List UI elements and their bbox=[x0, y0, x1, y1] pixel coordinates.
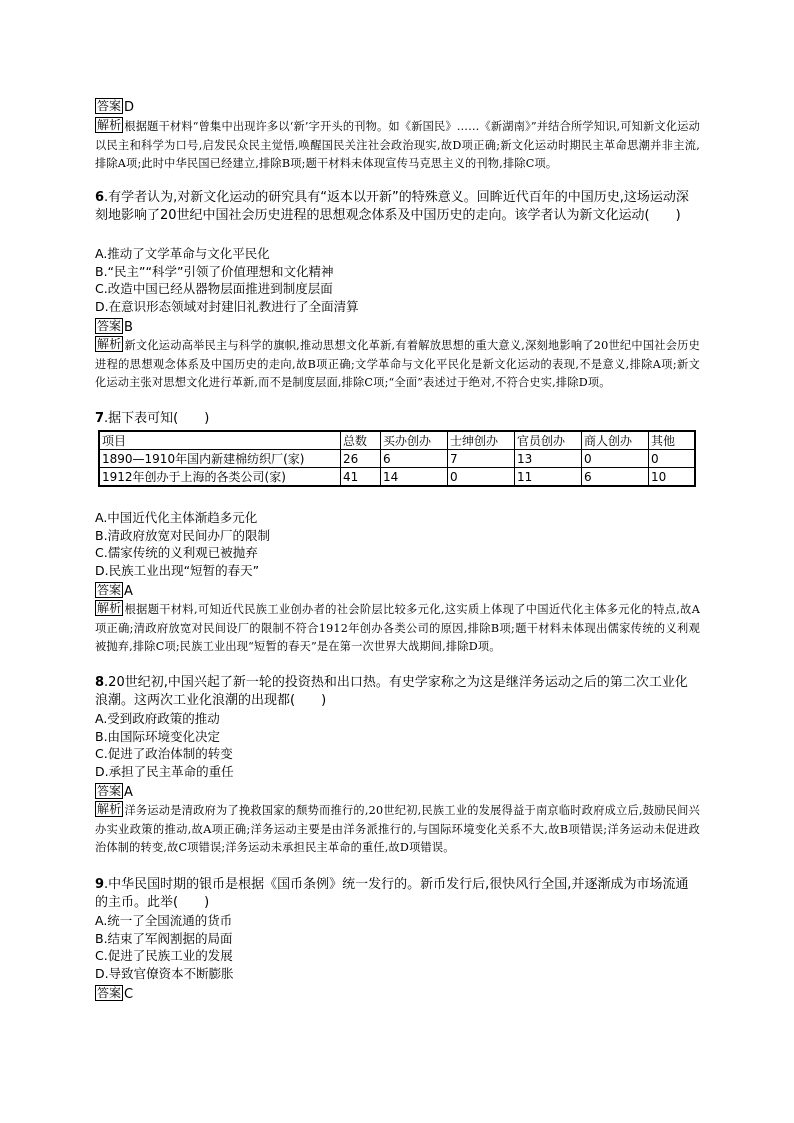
question-number: 6 bbox=[95, 190, 105, 205]
answer-value: C bbox=[124, 987, 134, 1002]
q8-stem bbox=[95, 674, 700, 710]
table-header-cell: 士绅创办 bbox=[448, 431, 515, 450]
q5-analysis bbox=[95, 117, 700, 174]
table-cell: 7 bbox=[448, 450, 515, 468]
answer-value: B bbox=[124, 320, 133, 335]
question-text: .据下表可知( ) bbox=[104, 411, 210, 426]
table-header-cell: 总数 bbox=[341, 431, 381, 450]
table-header-cell: 其他 bbox=[649, 431, 696, 450]
answer-tag: 答案 bbox=[97, 99, 122, 113]
q9-stem bbox=[95, 876, 700, 912]
answer-tag: 答案 bbox=[97, 583, 122, 597]
analysis-text: 根据题干材料,可知近代民族工业创办者的社会阶层比较多元化,这实质上体现了中国近代化主体多元化的特点,故A项正确;清政府放宽对民间设厂的限制不符合1912年创办各类公司的原因,排除B项;题干材料未体现出儒家传统的义利观被抛弃,排除C项;民族工业出现“短暂的春天”是在第一次世界大战期间,排除D项。 bbox=[95, 603, 700, 653]
analysis-tag: 解析 bbox=[97, 118, 122, 132]
q8-options bbox=[95, 710, 700, 780]
option-b: B.清政府放宽对民间办厂的限制 bbox=[95, 527, 271, 543]
table-header-cell: 商人创办 bbox=[582, 431, 649, 450]
q6-stem bbox=[95, 189, 700, 225]
option-c: C.促进了政治体制的转变 bbox=[95, 746, 233, 761]
option-b: B.结束了军阀割据的局面 bbox=[95, 930, 233, 946]
question-number: 9 bbox=[95, 877, 105, 892]
table-row bbox=[99, 468, 695, 487]
question-text: .中华民国时期的银币是根据《国币条例》统一发行的。新币发行后,很快风行全国,并逐渐成为市场流通的主币。此举( ) bbox=[95, 877, 689, 910]
table-cell: 41 bbox=[341, 468, 381, 487]
question-text: .20世纪初,中国兴起了新一轮的投资热和出口热。有史学家称之为这是继洋务运动之后的第二次工业化浪潮。这两次工业化浪潮的出现都( ) bbox=[95, 675, 688, 708]
analysis-tag: 解析 bbox=[97, 337, 122, 351]
table-cell: 6 bbox=[582, 468, 649, 487]
table-header-row bbox=[99, 431, 695, 450]
answer-tag: 答案 bbox=[97, 784, 122, 798]
table-cell: 13 bbox=[515, 450, 582, 468]
q7-answer bbox=[95, 582, 700, 600]
analysis-tag: 解析 bbox=[97, 802, 122, 816]
analysis-text: 洋务运动是清政府为了挽救国家的颓势而推行的,20世纪初,民族工业的发展得益于南京临时政府成立后,鼓励民间兴办实业政策的推动,故A项正确;洋务运动主要是由洋务派推行的,与国际环境变化关系不大,故B项错误;洋务运动未促进政治体制的转变,故C项错误;洋务运动未承担民主革命的重任,故D项错误。 bbox=[95, 804, 700, 854]
analysis-text: 新文化运动高举民主与科学的旗帜,推动思想文化革新,有着解放思想的重大意义,深刻地影响了20世纪中国社会历史进程的思想观念体系及中国历史的走向,故B项正确;文学革命与文化平民化是新文化运动的表现,不是意义,排除A项;新文化运动主张对思想文化进行革新,而不是制度层面,排除C项;“全面”表述过于绝对,不符合史实,排除D项。 bbox=[95, 339, 700, 389]
option-c: C.促进了民族工业的发展 bbox=[95, 948, 233, 963]
q7-table bbox=[98, 430, 696, 487]
table-cell: 26 bbox=[341, 450, 381, 468]
table-cell: 0 bbox=[582, 450, 649, 468]
question-number: 8 bbox=[95, 675, 105, 690]
table-cell: 1890—1910年国内新建棉纺织厂(家) bbox=[99, 450, 341, 468]
option-d: D.民族工业出现“短暂的春天” bbox=[95, 562, 260, 578]
answer-value: A bbox=[124, 584, 133, 599]
q9-options bbox=[95, 912, 700, 982]
option-d: D.导致官僚资本不断膨胀 bbox=[95, 965, 234, 981]
table-cell: 11 bbox=[515, 468, 582, 487]
answer-value: A bbox=[124, 785, 133, 800]
q6-options bbox=[95, 245, 700, 315]
option-c: C.儒家传统的义利观已被抛弃 bbox=[95, 545, 258, 560]
q9-answer bbox=[95, 985, 700, 1003]
analysis-tag: 解析 bbox=[97, 601, 122, 615]
q5-answer bbox=[95, 98, 700, 116]
question-number: 7 bbox=[95, 411, 105, 426]
answer-value: D bbox=[124, 100, 135, 115]
table-header-cell: 买办创办 bbox=[381, 431, 448, 450]
answer-tag: 答案 bbox=[97, 986, 122, 1000]
table-header-cell: 项目 bbox=[99, 431, 341, 450]
option-b: B.由国际环境变化决定 bbox=[95, 728, 221, 744]
table-header-cell: 官员创办 bbox=[515, 431, 582, 450]
table-row bbox=[99, 450, 695, 468]
table-cell: 14 bbox=[381, 468, 448, 487]
q7-analysis bbox=[95, 600, 700, 657]
analysis-text: 根据题干材料“曾集中出现许多以‘新’字开头的刊物。如《新国民》……《新湖南》”并结合所学知识,可知新文化运动以民主和科学为口号,启发民众民主觉悟,唤醒国民关注社会政治现实,故D项正确;新文化运动时期民主革命思潮并非主流,排除A项;此时中华民国已经建立,排除B项;题干材料未体现宣传马克思主义的刊物,排除C项。 bbox=[95, 120, 700, 170]
option-a: A.统一了全国流通的货币 bbox=[95, 913, 233, 928]
option-d: D.在意识形态领域对封建旧礼教进行了全面清算 bbox=[95, 298, 359, 314]
table-cell: 1912年创办于上海的各类公司(家) bbox=[99, 468, 341, 487]
question-text: .有学者认为,对新文化运动的研究具有“返本以开新”的特殊意义。回眸近代百年的中国历史,这场运动深刻地影响了20世纪中国社会历史进程的思想观念体系及中国历史的走向。该学者认为新文化运动( ) bbox=[95, 190, 689, 223]
q6-analysis bbox=[95, 336, 700, 393]
q6-answer bbox=[95, 318, 700, 336]
table-cell: 0 bbox=[448, 468, 515, 487]
option-a: A.受到政府政策的推动 bbox=[95, 711, 220, 726]
q7-stem bbox=[95, 410, 700, 428]
table-cell: 10 bbox=[649, 468, 696, 487]
option-c: C.改造中国已经从器物层面推进到制度层面 bbox=[95, 281, 333, 296]
q8-analysis bbox=[95, 801, 700, 858]
option-d: D.承担了民主革命的重任 bbox=[95, 763, 234, 779]
option-b: B.“民主”“科学”引领了价值理想和文化精神 bbox=[95, 263, 334, 279]
option-a: A.中国近代化主体渐趋多元化 bbox=[95, 510, 258, 525]
q7-options bbox=[95, 509, 700, 579]
answer-tag: 答案 bbox=[97, 319, 122, 333]
table-cell: 6 bbox=[381, 450, 448, 468]
q8-answer bbox=[95, 783, 700, 801]
table-cell: 0 bbox=[649, 450, 696, 468]
option-a: A.推动了文学革命与文化平民化 bbox=[95, 246, 270, 261]
